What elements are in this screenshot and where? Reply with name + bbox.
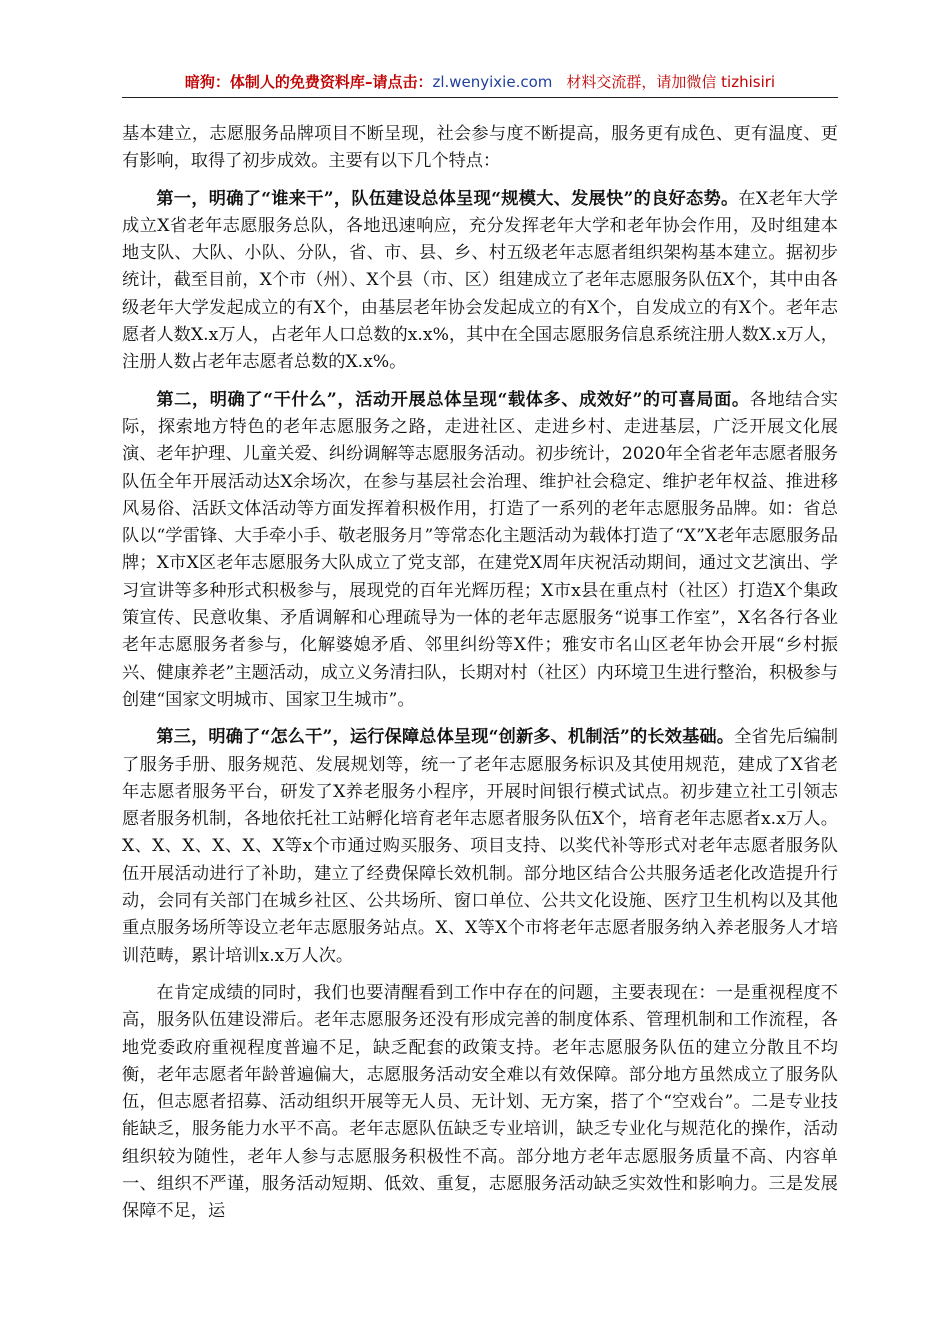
third-point-body: 全省先后编制了服务手册、服务规范、发展规划等，统一了老年志愿服务标识及其使用规范，建成了X省老年志愿者服务平台，研发了X养老服务小程序，开展时间银行模式试点。初步建立社工引领志愿者服务机制，各地依托社工站孵化培育老年志愿者服务队伍X个，培育老年志愿者x.x万人。X、X、X、X、X、X等x个市通过购买服务、项目支持、以奖代补等形式对老年志愿者服务队伍开展活动进行了补助，建立了经费保障长效机制。部分地区结合公共服务适老化改造提升行动，会同有关部门在城乡社区、公共场所、窗口单位、公共文化设施、医疗卫生机构以及其他重点服务场所等设立老年志愿服务站点。X、X等X个市将老年志愿者服务纳入养老服务人才培训范畴，累计培训x.x万人次。 xyxy=(122,727,838,966)
header-divider xyxy=(122,97,838,98)
header-brand: 暗狗：体制人的免费资料库 xyxy=(184,73,365,91)
paragraph-first-point xyxy=(122,186,838,377)
second-point-body: 各地结合实际，探索地方特色的老年志愿服务之路，走进社区、走进乡村、走进基层，广泛开展文化展演、老年护理、儿童关爱、纠纷调解等志愿服务活动。初步统计，2020年全省老年志愿者服务队伍全年开展活动达X余场次，在参与基层社会治理、维护社会稳定、维护老年权益、推进移风易俗、活跃文体活动等方面发挥着积极作用，打造了一系列的老年志愿服务品牌。如：省总队以“学雷锋、大手牵小手、敬老服务月”等常态化主题活动为载体打造了“X”X老年志愿服务品牌；X市X区老年志愿服务大队成立了党支部，在建党X周年庆祝活动期间，通过文艺演出、学习宣讲等多种形式积极参与，展现党的百年光辉历程；X市x县在重点村（社区）打造X个集政策宣传、民意收集、矛盾调解和心理疏导为一体的老年志愿服务“说事工作室”，X名各行各业老年志愿服务者参与，化解婆媳矛盾、邻里纠纷等X件；雅安市名山区老年协会开展“乡村振兴、健康养老”主题活动，成立义务清扫队，长期对村（社区）内环境卫生进行整治，积极参与创建“国家文明城市、国家卫生城市”。 xyxy=(122,389,838,710)
page-header-banner xyxy=(122,70,838,94)
header-prompt: –请点击： xyxy=(364,73,433,91)
first-point-heading: 第一，明确了“谁来干”，队伍建设总体呈现“规模大、发展快”的良好态势。 xyxy=(156,188,739,209)
first-point-body: 在X老年大学成立X省老年志愿服务总队，各地迅速响应，充分发挥老年大学和老年协会作用，及时组建本地支队、大队、小队、分队，省、市、县、乡、村五级老年志愿者组织架构基本建立。据初步统计，截至目前，X个市（州）、X个县（市、区）组建成立了老年志愿服务队伍X个，其中由各级老年大学发起成立的有X个，由基层老年协会发起成立的有X个，自发成立的有X个。老年志愿者人数X.x万人，占老年人口总数的x.x%，其中在全国志愿服务信息系统注册人数X.x万人，注册人数占老年志愿者总数的X.x%。 xyxy=(122,188,838,373)
paragraph-problems: 在肯定成绩的同时，我们也要清醒看到工作中存在的问题，主要表现在：一是重视程度不高，服务队伍建设滞后。老年志愿服务还没有形成完善的制度体系、管理机制和工作流程，各地党委政府重视程度普遍不足，缺乏配套的政策支持。老年志愿服务队伍的建立分散且不均衡，老年志愿者年龄普遍偏大，志愿服务活动安全难以有效保障。部分地方虽然成立了服务队伍，但志愿者招募、活动组织开展等无人员、无计划、无方案，搭了个“空戏台”。二是专业技能缺乏，服务能力水平不高。老年志愿队伍缺乏专业培训，缺乏专业化与规范化的操作，活动组织较为随性，老年人参与志愿服务积极性不高。部分地方老年志愿服务质量不高、内容单一、组织不严谨，服务活动短期、低效、重复，志愿服务活动缺乏实效性和影响力。三是发展保障不足，运 xyxy=(122,982,838,1222)
header-group-note: 材料交流群，请加微信 tizhisiri xyxy=(566,73,776,91)
paragraph-second-point xyxy=(122,387,838,715)
paragraph-intro: 基本建立，志愿服务品牌项目不断呈现，社会参与度不断提高，服务更有成色、更有温度、更有影响，取得了初步成效。主要有以下几个特点： xyxy=(122,124,838,172)
document-body xyxy=(122,121,838,1236)
paragraph-third-point xyxy=(122,724,838,970)
third-point-heading: 第三，明确了“怎么干”，运行保障总体呈现“创新多、机制活”的长效基础。 xyxy=(156,727,735,748)
second-point-heading: 第二，明确了“干什么”，活动开展总体呈现“载体多、成效好”的可喜局面。 xyxy=(156,389,750,410)
header-url-link[interactable]: zl.wenyixie.com xyxy=(432,73,553,91)
